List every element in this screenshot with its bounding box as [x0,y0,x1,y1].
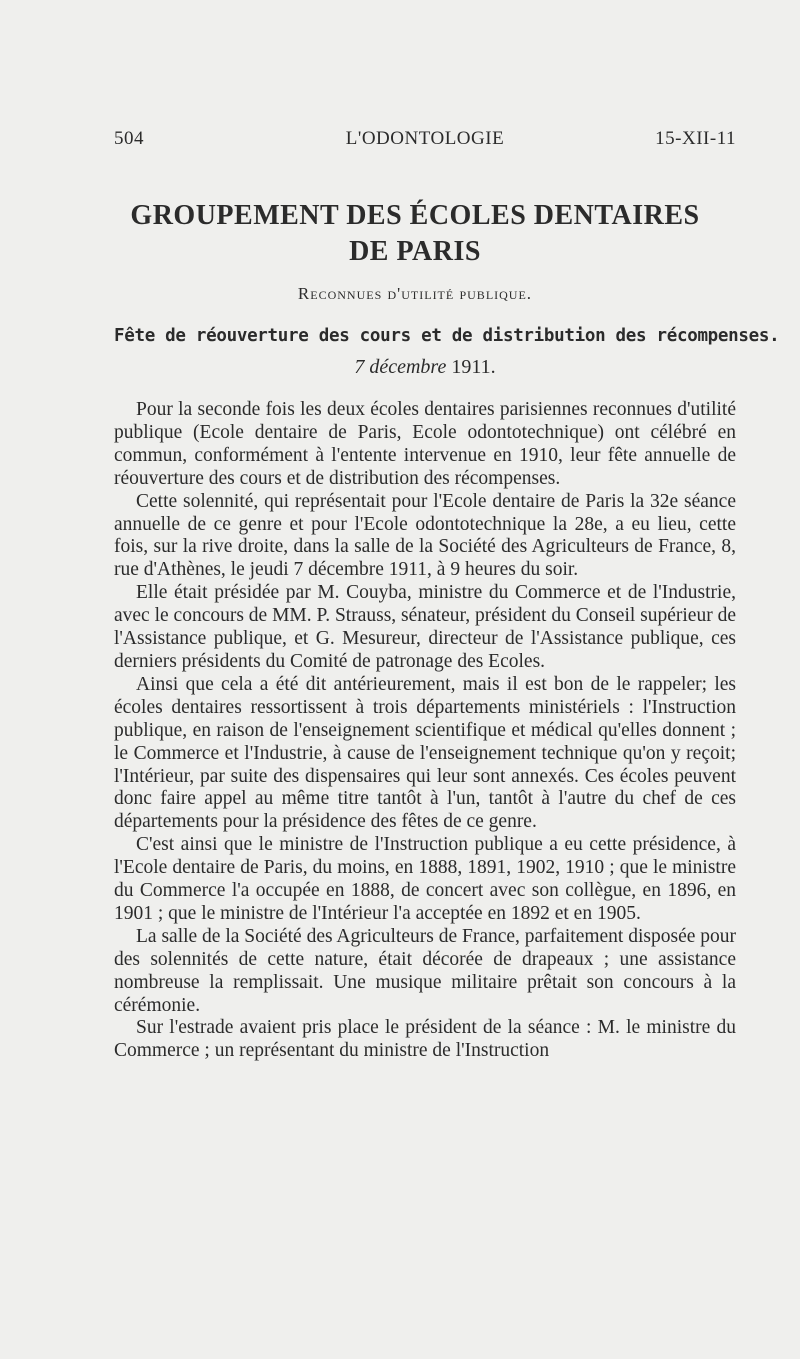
article-body [114,399,736,1063]
paragraph: La salle de la Société des Agriculteurs de France, parfaitement disposée pour des solennités de cette nature, était décorée de drapeaux ; une assistance nombreuse la remplissait. Une musique militaire prêtait son concours à la cérémonie. [114,925,736,1016]
paragraph: Pour la seconde fois les deux écoles dentaires parisiennes reconnues d'utilité publique (Ecole dentaire de Paris, Ecole odontotechnique) ont célébré en commun, conformément à l'entente intervenue en 1910, leur fête annuelle de réouverture des cours et de distribution des récompenses. [114,399,736,489]
article-title-line-2: DE PARIS [349,236,481,267]
article-subtitle: Reconnues d'utilité publique. [297,284,533,303]
event-date-year: 1911. [446,356,496,378]
page-number: 504 [114,128,144,149]
journal-title: L'ODONTOLOGIE [345,128,505,149]
event-date [114,356,736,379]
paragraph: C'est ainsi que le ministre de l'Instruction publique a eu cette présidence, à l'Ecole dentaire de Paris, du moins, en 1888, 1891, 1902, 1910 ; que le ministre du Commerce l'a occupée en 1888, de concert avec son collègue, en 1896, en 1901 ; que le ministre de l'Intérieur l'a acceptée en 1892 et en 1905. [114,834,736,924]
paragraph: Elle était présidée par M. Couyba, ministre du Commerce et de l'Industrie, avec le concours de MM. P. Strauss, sénateur, président du Conseil supérieur de l'Assistance publique, et G. Mesureur, directeur de l'Assistance publique, ces derniers présidents du Comité de patronage des Ecoles. [114,582,736,672]
paragraph: Sur l'estrade avaient pris place le président de la séance : M. le ministre du Commerce ; un représentant du ministre de l'Instruction [114,1017,736,1062]
event-title: Fête de réouverture des cours et de distribution des récompenses. [114,326,780,346]
article-title-line-1: GROUPEMENT DES ÉCOLES DENTAIRES [130,200,700,231]
event-date-day: 7 décembre [354,356,447,378]
issue-date: 15-XII-11 [655,128,736,149]
paragraph: Ainsi que cela a été dit antérieurement, mais il est bon de le rappeler; les écoles dentaires ressortissent à trois départements ministériels : l'Instruction publique, en raison de l'enseignement scientifique et médical qu'elles donnent ; le Commerce et l'Industrie, à cause de l'enseignement technique qu'on y reçoit; l'Intérieur, par suite des dispensaires qui leur sont annexés. Ces écoles peuvent donc faire appel au même titre tantôt à l'un, tantôt à l'autre du chef de ces départements pour la présidence des fêtes de ce genre. [114,673,736,833]
running-head [114,128,736,154]
paragraph: Cette solennité, qui représentait pour l'Ecole dentaire de Paris la 32e séance annuelle de ce genre et pour l'Ecole odontotechnique la 28e, a eu lieu, cette fois, sur la rive droite, dans la salle de la Société des Agriculteurs de France, 8, rue d'Athènes, le jeudi 7 décembre 1911, à 9 heures du soir. [114,490,736,581]
article-title [100,198,730,270]
